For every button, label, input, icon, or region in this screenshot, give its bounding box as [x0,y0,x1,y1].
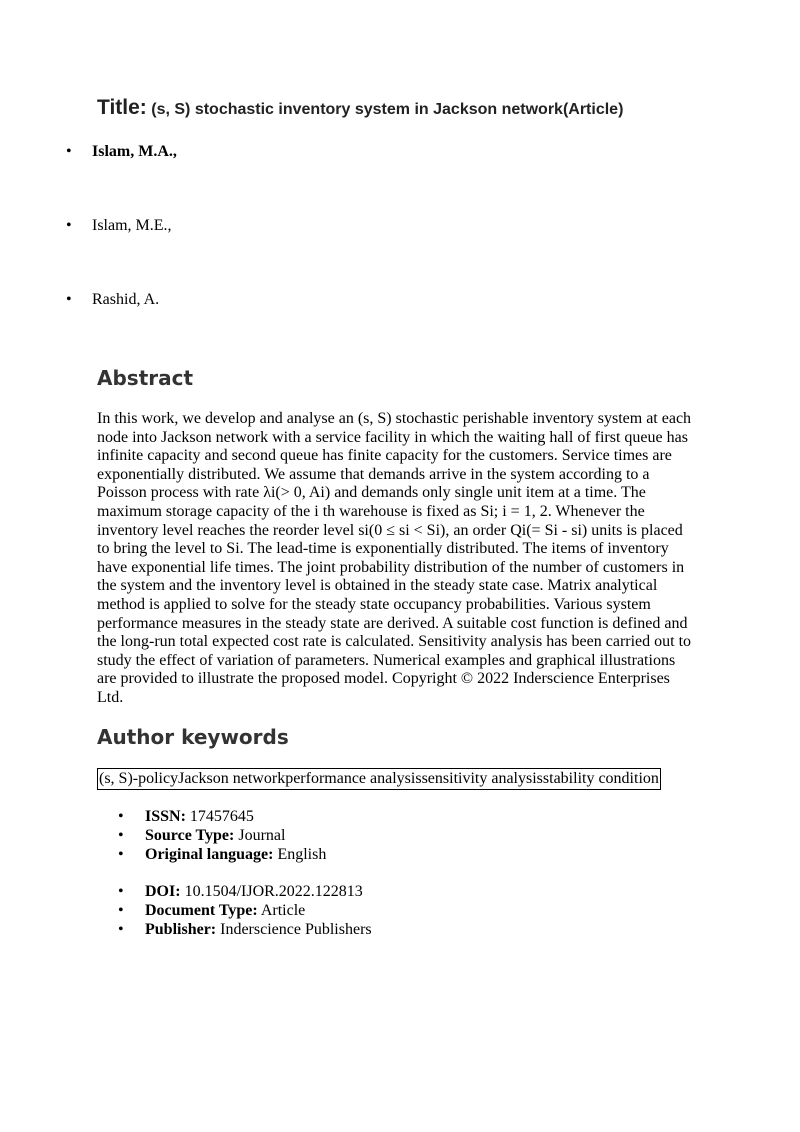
abstract-line: have exponential life times. The joint probability distribution of the number of customers in [97,558,685,576]
metadata-value: Journal [234,827,286,844]
abstract-line: maximum storage capacity of the i th warehouse is fixed as Si; i = 1, 2. Whenever the [97,502,645,520]
bullet-icon: • [118,902,124,919]
abstract-line: Ltd. [97,688,124,706]
abstract-line: are provided to illustrate the proposed model. Copyright © 2022 Inderscience Enterprises [97,670,670,688]
bullet-icon: • [118,808,124,825]
metadata-label: DOI: [145,883,181,900]
abstract-line: Poisson process with rate λi(> 0, Ai) and demands only single unit item at a time. The [97,484,646,502]
abstract-line: study the effect of variation of parameters. Numerical examples and graphical illustrations [97,651,676,669]
bullet-icon: • [66,291,72,308]
author-name: Islam, M.A., [92,143,177,160]
abstract-line: the long-run total expected cost rate is calculated. Sensitivity analysis has been carried out to [97,633,692,651]
bullet-icon: • [118,921,124,938]
metadata-label: Source Type: [145,827,235,844]
metadata-label: Document Type: [145,902,258,919]
bullet-icon: • [66,143,72,160]
bullet-icon: • [118,827,124,844]
bullet-icon: • [118,846,124,863]
metadata-label: Publisher: [145,921,217,938]
abstract-line: to bring the level to Si. The lead-time is exponentially distributed. The items of inventory [97,540,669,558]
metadata-value: Article [257,902,306,919]
title-text: (s, S) stochastic inventory system in Jackson network(Article) [151,101,624,118]
metadata-value: 10.1504/IJOR.2022.122813 [180,883,363,900]
abstract-line: In this work, we develop and analyse an (s, S) stochastic perishable inventory system at each [97,410,692,427]
author-keywords-box: (s, S)-policyJackson networkperformance analysissensitivity analysisstability condition [97,768,661,790]
metadata-label: Original language: [145,846,274,863]
metadata-value: Inderscience Publishers [216,921,372,938]
abstract-line: inventory level reaches the reorder level si(0 ≤ si < Si), an order Qi(= Si - si) units is placed [97,521,683,539]
metadata-label: ISSN: [145,808,186,825]
metadata-value: English [273,846,327,863]
metadata-value: 17457645 [185,808,254,825]
document-title [97,96,623,120]
author-name: Rashid, A. [92,291,160,308]
author-keywords-heading: Author keywords [97,725,289,749]
abstract-heading: Abstract [97,366,194,390]
bullet-icon: • [118,883,124,900]
bullet-icon: • [66,217,72,234]
abstract-line: performance measures in the steady state are derived. A suitable cost function is defined and [97,614,688,632]
abstract-line: the system and the inventory level is obtained in the steady state case. Matrix analytical [97,577,658,595]
abstract-line: node into Jackson network with a service facility in which the waiting hall of first queue has [97,428,688,446]
abstract-line: infinite capacity and second queue has finite capacity for the customers. Service times are [97,447,672,465]
abstract-line: method is applied to solve for the steady state occupancy probabilities. Various system [97,595,651,613]
title-label: Title: [97,96,147,119]
author-name: Islam, M.E., [92,217,172,234]
abstract-line: exponentially distributed. We assume that demands arrive in the system according to a [97,465,650,483]
abstract-text [97,410,699,708]
